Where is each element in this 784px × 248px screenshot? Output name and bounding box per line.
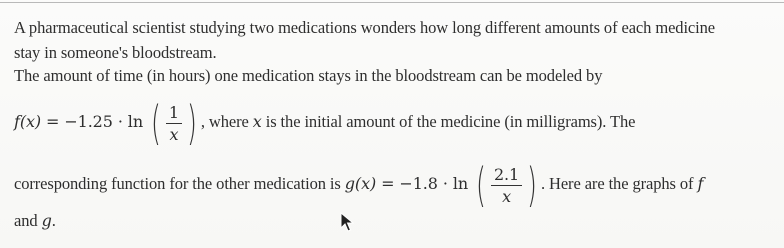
f-numerator: 1 bbox=[166, 103, 182, 124]
mouse-pointer-icon bbox=[340, 212, 354, 237]
intro-line-2: stay in someone's bloodstream. bbox=[14, 43, 217, 62]
f-definition-line bbox=[14, 96, 636, 150]
f-tail-2: is the initial amount of the medicine (in milligrams). The bbox=[261, 111, 636, 131]
g-fraction bbox=[491, 165, 522, 206]
f-coefficient: −1.25 · ln bbox=[64, 111, 144, 131]
g-tail: . Here are the graphs of bbox=[540, 173, 698, 193]
g-f-name: f bbox=[697, 173, 704, 193]
f-denominator: x bbox=[169, 124, 179, 144]
g-denominator: x bbox=[502, 186, 511, 206]
g-numerator: 2.1 bbox=[491, 165, 522, 186]
g-lead: corresponding function for the other medication is bbox=[14, 173, 345, 193]
right-paren-icon: ) bbox=[527, 158, 537, 212]
f-equals: = bbox=[41, 111, 65, 131]
closing-line bbox=[14, 211, 56, 231]
f-fraction bbox=[166, 103, 182, 144]
closing-g-name: g bbox=[41, 211, 52, 230]
closing-and: and bbox=[14, 211, 42, 230]
closing-period: . bbox=[51, 211, 56, 230]
right-paren-icon: ) bbox=[187, 96, 197, 150]
left-paren-icon: ( bbox=[151, 96, 161, 150]
top-divider bbox=[0, 2, 784, 3]
f-variable: x bbox=[252, 111, 262, 131]
model-sentence: The amount of time (in hours) one medication stays in the bloodstream can be modeled by bbox=[14, 66, 603, 85]
f-tail: , where bbox=[200, 111, 253, 131]
intro-line-1: A pharmaceutical scientist studying two medications wonders how long different amounts of each medicine bbox=[14, 18, 716, 37]
g-equals: = bbox=[376, 173, 400, 193]
left-paren-icon: ( bbox=[476, 158, 486, 212]
g-lhs: g(x) bbox=[344, 173, 377, 193]
g-coefficient: −1.8 · ln bbox=[399, 173, 469, 193]
f-lhs: f(x) bbox=[14, 111, 42, 131]
g-definition-line bbox=[14, 158, 704, 212]
